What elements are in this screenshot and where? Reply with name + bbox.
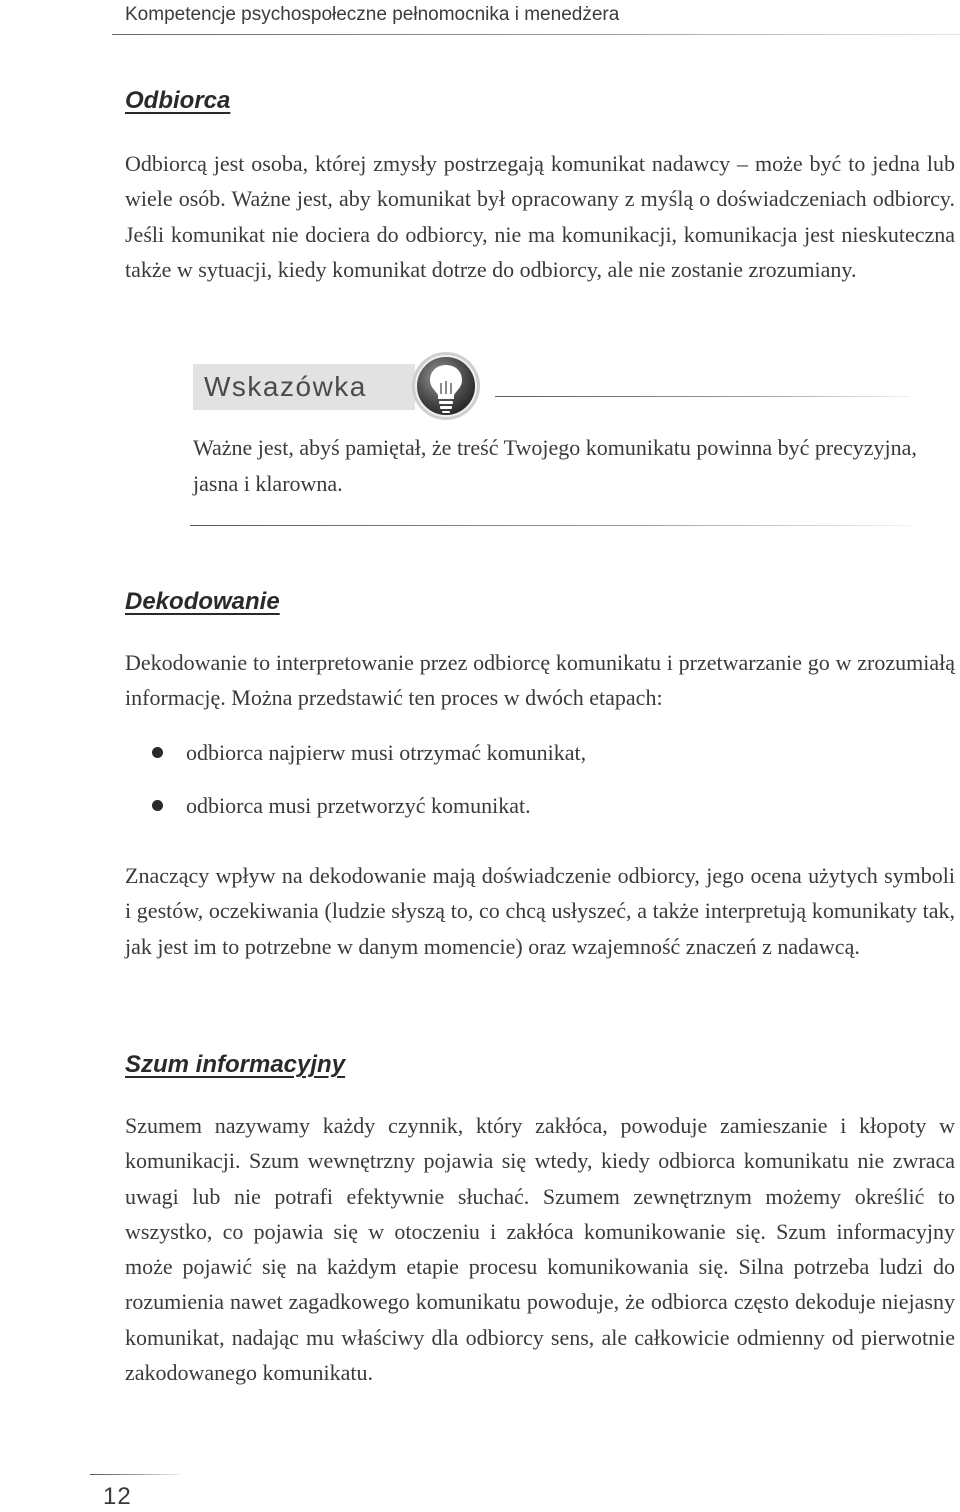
paragraph-dekodowanie-1: Dekodowanie to interpretowanie przez odbiorcę komunikatu i przetwarzanie go w zrozumiałą informację. Można przedstawić ten proces w dwóch etapach: (125, 650, 955, 711)
paragraph-dekodowanie-2: Znaczący wpływ na dekodowanie mają doświadczenie odbiorcy, jego ocena użytych symboli i gestów, oczekiwania (ludzie słyszą to, co chcą usłyszeć, a także interpretują komunikaty tak, jak jest im to potrzebne w danym momencie) oraz wzajemność znaczeń z nadawcą. (125, 863, 955, 959)
lightbulb-icon (410, 350, 482, 422)
tip-rule-bottom (190, 525, 910, 526)
page-number: 12 (103, 1483, 132, 1510)
bullet-list (152, 735, 586, 841)
list-item-text: odbiorca musi przetworzyć komunikat. (186, 793, 531, 818)
footer-rule (90, 1474, 180, 1475)
list-item (152, 788, 586, 823)
bullet-dot (152, 800, 163, 811)
bullet-dot (152, 747, 163, 758)
tip-rule-top (495, 396, 910, 397)
tip-label: Wskazówka (204, 371, 367, 402)
paragraph-szum: Szumem nazywamy każdy czynnik, który zakłóca, powoduje zamieszanie i kłopoty w komunikacji. Szum wewnętrzny pojawia się wtedy, kiedy odbiorca komunikatu nie zwraca uwagi lub nie potrafi efektywnie słuchać. Szumem zewnętrznym możemy określić to wszystko, co pojawia się w otoczeniu i zakłóca komunikowanie się. Szum informacyjny może pojawić się na każdym etapie procesu komunikowania się. Silna potrzeba ludzi do rozumienia nawet zagadkowego komunikatu powoduje, że odbiorca często dekoduje niejasny komunikat, nadając mu właściwy dla odbiorcy sens, ale całkowicie odmienny od pierwotnie zakodowanego komunikatu. (125, 1113, 955, 1386)
list-item (152, 735, 586, 770)
section-heading-dekodowanie: Dekodowanie (125, 588, 280, 615)
header-rule (112, 34, 960, 35)
list-item-text: odbiorca najpierw musi otrzymać komunikat, (186, 740, 587, 765)
section-heading-szum: Szum informacyjny (125, 1051, 346, 1078)
section-heading-odbiorca: Odbiorca (125, 87, 231, 114)
tip-text: Ważne jest, abyś pamiętał, że treść Twojego komunikatu powinna być precyzyjna, jasna i klarowna. (193, 435, 917, 496)
paragraph-odbiorca: Odbiorcą jest osoba, której zmysły postrzegają komunikat nadawcy – może być to jedna lub wiele osób. Ważne jest, aby komunikat był opracowany z myślą o doświadczeniach odbiorcy. Jeśli komunikat nie dociera do odbiorcy, nie ma komunikacji, komunikacja jest nieskuteczna także w sytuacji, kiedy komunikat dotrze do odbiorcy, ale nie zostanie zrozumiany. (125, 151, 955, 282)
running-header: Kompetencje psychospołeczne pełnomocnika i menedżera (125, 4, 620, 25)
